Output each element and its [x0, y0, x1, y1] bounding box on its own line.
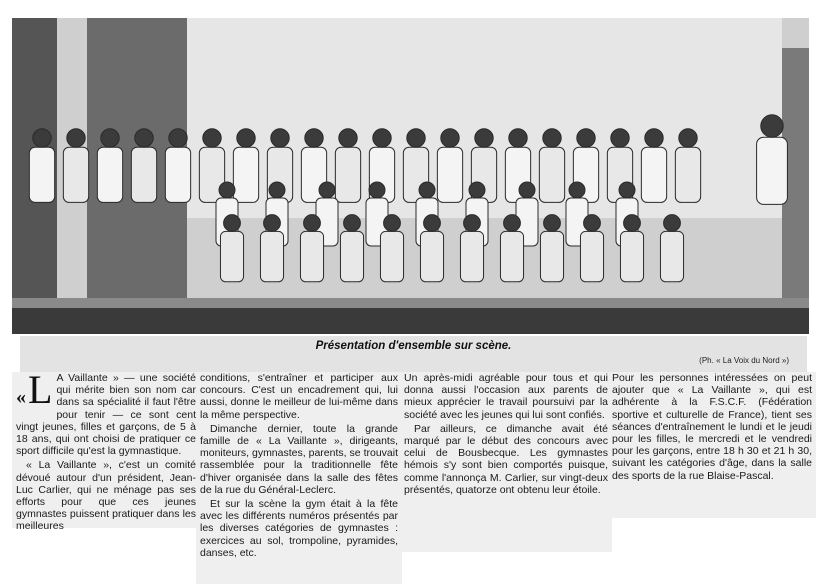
gymnast-figure — [660, 215, 683, 282]
drop-cap-quote: « — [16, 386, 26, 408]
article-column-1 — [12, 367, 200, 533]
gymnast-figure — [539, 129, 564, 203]
gymnast-figure — [580, 215, 603, 282]
photo-credit: (Ph. « La Voix du Nord ») — [699, 356, 789, 365]
gymnast-figure — [131, 129, 156, 203]
gymnast-figure — [460, 215, 483, 282]
drop-cap — [16, 367, 53, 413]
gymnast-figure — [335, 129, 360, 203]
article-paragraph: Par ailleurs, ce dimanche avait été marqué par le début des concours avec celui de Bousbecque. Les gymnastes hémois s'y sont bien comportés puisque, comme l'annonça M. Carlier, sur vingt-deux présentés, quatorze ont obtenu leur étoile. — [404, 422, 608, 496]
gymnast-figure — [260, 215, 283, 282]
drop-cap-letter: L — [28, 367, 53, 412]
gymnast-figure — [641, 129, 666, 203]
gymnast-figure — [220, 215, 243, 282]
gymnast-figure — [380, 215, 403, 282]
gymnast-figure — [757, 115, 788, 205]
article-paragraph — [16, 367, 196, 458]
gymnast-figure — [500, 215, 523, 282]
gymnast-figure — [437, 129, 462, 203]
article-column-4 — [608, 372, 816, 518]
gymnast-figure — [340, 215, 363, 282]
gymnast-figure — [540, 215, 563, 282]
article-paragraph: Un après-midi agréable pour tous et qui donna aussi l'occasion aux parents de mieux apprécier le travail poursuivi par la société avec les jeunes qui lui sont confiés. — [404, 372, 608, 421]
photo-caption-bar — [20, 336, 807, 372]
article-paragraph: Dimanche dernier, toute la grande famille de « La Vaillante », dirigeants, moniteurs, gymnastes, parents, se trouvait rassemblée pour la traditionnelle fête d'hiver organisée dans la salle des fêtes de la rue du Général-Leclerc. — [200, 422, 398, 496]
article-paragraph: Pour les personnes intéressées on peut ajouter que « La Vaillante », qui est adhérente à la F.S.C.F. (Fédération sportive et culturelle de France), tient ses séances d'entraînement le lundi et le jeudi pour les filles, le mercredi et le vendredi pour les garçons, entre 18 h 30 et 21 h 30, suivant les catégories d'âge, dans la salle des sports de la rue Blaise-Pascal. — [612, 372, 812, 482]
gymnast-figure — [97, 129, 122, 203]
gymnasts-on-stage-photo — [12, 18, 809, 334]
article-paragraph: « La Vaillante », c'est un comité dévoué autour d'un président, Jean-Luc Carlier, qui ne ménage pas ses efforts pour que ces jeunes gymnastes puissent pratiquer dans les meilleures — [16, 459, 196, 533]
photo-caption: Présentation d'ensemble sur scène. — [315, 340, 512, 352]
article-column-2 — [196, 372, 402, 584]
gymnast-figure — [420, 215, 443, 282]
gymnast-figure — [233, 129, 258, 203]
gymnast-figure — [300, 215, 323, 282]
gymnast-figure — [620, 215, 643, 282]
article-column-3 — [400, 372, 612, 552]
paragraph-text: A Vaillante » — une société qui mérite bien son nom car dans sa spécialité il faut l'être pour tenir — ce sont cent vingt jeunes, filles et garçons, de 5 à 18 ans, qui ont choisi de pratiquer ce sport difficile qu'est la gymnastique. — [16, 372, 196, 458]
gymnast-figure — [675, 129, 700, 203]
group-photo — [12, 18, 809, 334]
article-paragraph: Et sur la scène la gym était à la fête avec les différents numéros présentés par les diverses catégories de gymnastes : exercices au sol, trompoline, pyramides, danses, etc. — [200, 498, 398, 559]
gymnast-figure — [63, 129, 88, 203]
article-paragraph: conditions, s'entraîner et participer aux concours. C'est un encadrement qui, lui aussi, donne le meilleur de lui-même dans la même perspective. — [200, 372, 398, 421]
gymnast-figure — [165, 129, 190, 203]
gymnast-figure — [29, 129, 54, 203]
